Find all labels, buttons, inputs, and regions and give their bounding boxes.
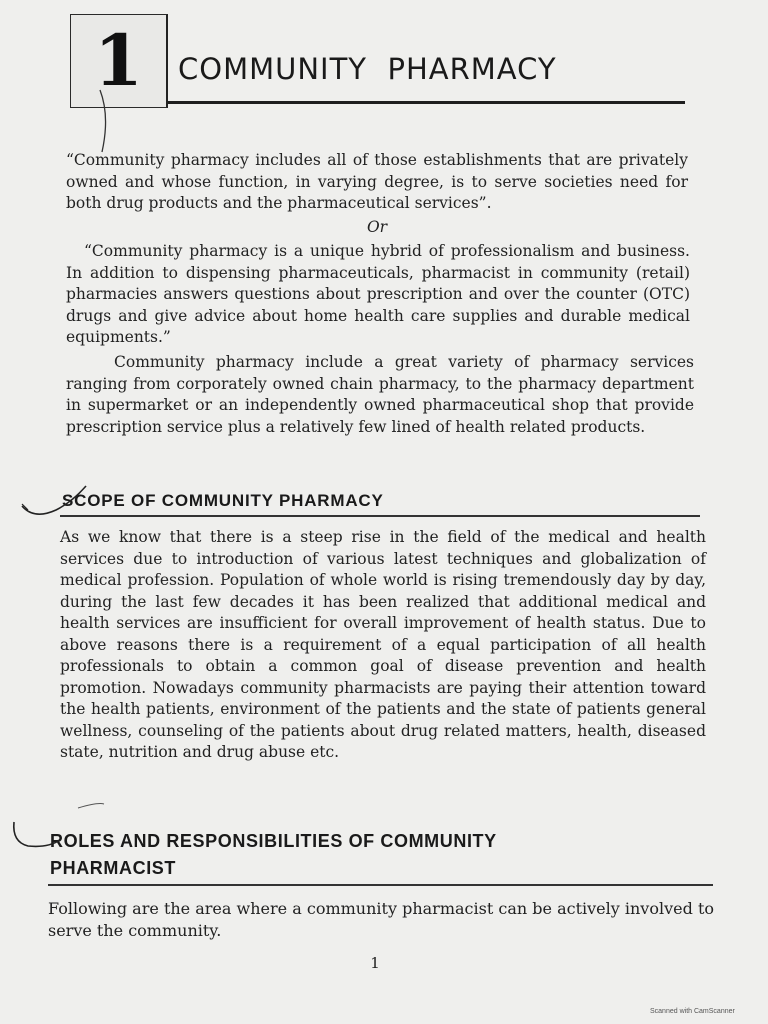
chapter-number-box — [70, 14, 168, 108]
intro-or: Or — [366, 218, 388, 236]
roles-heading-rule — [48, 884, 713, 886]
intro-quote-2: “Community pharmacy is a unique hybrid of professionalism and business. In addition to dispensing pharmaceuticals, pharmacist in community (retail) pharmacies answers questions about prescription and over the counter (OTC) drugs and give advice about home health care supplies and durable medical equipments.” — [66, 242, 690, 346]
scope-body: As we know that there is a steep rise in the field of the medical and health services due to introduction of various latest techniques and globalization of medical profession. Population of whole world is rising tremendously day by day, during the last few decades it has been realized that additional medical and health services are insufficient for overall improvement of health status. Due to above reasons there is a requirement of a equal participation of all health professionals to obtain a common goal of disease prevention and health promotion. Nowadays community pharmacists are paying their attention toward the health patients, environment of the patients and the state of patients general wellness, counseling of the patients about drug related matters, health, diseased state, nutrition and drug abuse etc. — [60, 528, 706, 761]
roles-heading-line-2: PHARMACIST — [50, 858, 176, 878]
intro-quote-1: “Community pharmacy includes all of those establishments that are privately owned and whose function, in varying degree, is to serve societies need for both drug products and the pharmaceutical services”. — [66, 151, 688, 212]
roles-body: Following are the area where a community pharmacist can be actively involved to serve the community. — [48, 899, 714, 940]
chapter-number: 1 — [94, 19, 143, 102]
scope-heading-rule — [60, 515, 700, 517]
chapter-title-rule — [168, 101, 685, 104]
chapter-title: COMMUNITY PHARMACY — [178, 52, 557, 86]
roles-heading-line-1: ROLES AND RESPONSIBILITIES OF COMMUNITY — [50, 831, 497, 851]
intro-paragraph-3: Community pharmacy include a great variety of pharmacy services ranging from corporately owned chain pharmacy, to the pharmacy department in supermarket or an independently owned pharmaceutical shop that provide prescription service plus a relatively few lined of health related products. — [66, 353, 694, 436]
page-number: 1 — [370, 954, 380, 972]
scope-heading: SCOPE OF COMMUNITY PHARMACY — [62, 491, 384, 510]
scanner-watermark: Scanned with CamScanner — [650, 1008, 735, 1015]
